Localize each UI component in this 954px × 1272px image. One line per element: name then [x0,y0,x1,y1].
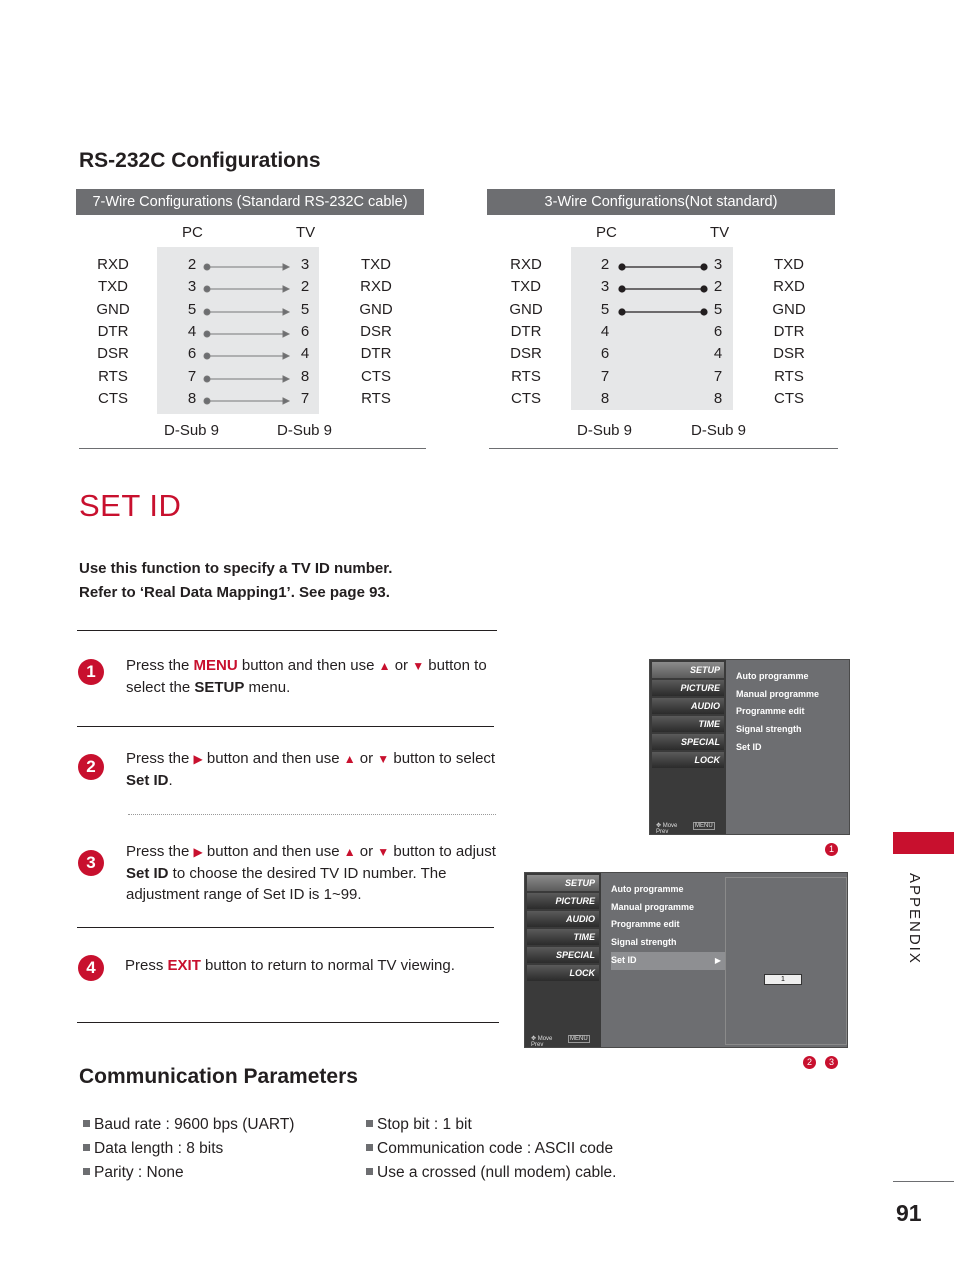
pin-number: 3 [300,256,310,273]
setup-key: SETUP [194,679,245,696]
osd-menu-item[interactable]: Programme edit [611,919,680,930]
osd-menu-item[interactable]: Signal strength [736,724,802,735]
three-wire-col-tv: TV [710,224,730,241]
pin-number: 7 [300,390,310,407]
bullet-icon [366,1120,373,1127]
step-3-badge: 3 [78,850,104,876]
pin-number: 6 [187,345,197,362]
pin-number: 6 [600,345,610,362]
param-item: Communication code : ASCII code [366,1140,613,1158]
osd-menu-list [611,881,725,970]
pin-number: 5 [187,301,197,318]
osd-screen-1 [649,659,850,835]
osd-menu-list [736,668,819,757]
pin-number: 8 [300,368,310,385]
pin-label: TXD [511,278,541,295]
bullet-icon [83,1168,90,1175]
set-id-key: Set ID [126,772,169,789]
three-wire-foot-pc: D-Sub 9 [577,422,633,439]
pin-number: 2 [300,278,310,295]
intro-line-2: Refer to ‘Real Data Mapping1’. See page 93. [79,584,390,601]
pin-number: 4 [187,323,197,340]
set-id-value-box[interactable]: 1 [764,974,802,985]
up-arrow-icon: ▲ [343,845,356,859]
pin-number: 8 [187,390,197,407]
divider [77,630,497,631]
osd-value-panel [725,877,847,1045]
pin-label: RXD [510,256,542,273]
pin-number: 8 [713,390,723,407]
appendix-label: APPENDIX [906,873,923,965]
osd-menu-item-selected[interactable]: Set ID ▶ [611,952,725,970]
move-icon: ✥ [656,823,662,829]
three-wire-lines [571,247,733,410]
param-item: Baud rate : 9600 bps (UART) [83,1116,294,1134]
pin-number: 3 [187,278,197,295]
step-1-badge: 1 [78,659,104,685]
pin-number: 6 [300,323,310,340]
osd-tab-lock[interactable]: LOCK [652,752,724,768]
osd-tab-audio[interactable]: AUDIO [527,911,599,927]
bullet-icon [83,1120,90,1127]
move-icon: ✥ [531,1036,537,1042]
pin-label: DTR [510,323,542,340]
down-arrow-icon: ▼ [377,752,390,766]
pin-number: 5 [300,301,310,318]
pin-label: RTS [98,368,128,385]
osd-menu-item[interactable]: Manual programme [611,901,695,912]
osd-tab-picture[interactable]: PICTURE [527,893,599,909]
pin-number: 4 [600,323,610,340]
right-arrow-icon: ▶ [193,845,203,859]
seven-wire-col-pc: PC [182,224,203,241]
divider [489,448,838,449]
rs232-title: RS-232C Configurations [79,149,321,172]
pin-label: GND [359,301,393,318]
exit-key: EXIT [167,957,201,974]
divider [128,814,496,815]
pin-number: 2 [600,256,610,273]
osd-tab-picture[interactable]: PICTURE [652,680,724,696]
divider [77,726,494,727]
pin-number: 4 [713,345,723,362]
appendix-tab [893,832,954,854]
osd-menu-item[interactable]: Auto programme [736,671,809,681]
osd-sidebar [650,660,726,834]
step-4-badge: 4 [78,955,104,981]
osd-tab-lock[interactable]: LOCK [527,965,599,981]
pin-label: DSR [773,345,805,362]
pin-label: TXD [774,256,804,273]
pin-number: 3 [713,256,723,273]
osd-tab-setup[interactable]: SETUP [527,875,599,891]
intro-line-1: Use this function to specify a TV ID number. [79,560,393,577]
down-arrow-icon: ▼ [412,659,425,673]
seven-wire-col-tv: TV [296,224,316,241]
osd-tab-time[interactable]: TIME [652,716,724,732]
pin-label: DTR [97,323,129,340]
bullet-icon [83,1144,90,1151]
pin-label: DSR [97,345,129,362]
pin-label: GND [96,301,130,318]
three-wire-header: 3-Wire Configurations(Not standard) [487,189,835,215]
divider [77,1022,499,1023]
pin-label: DTR [360,345,392,362]
pin-number: 8 [600,390,610,407]
three-wire-col-pc: PC [596,224,617,241]
divider [893,1181,954,1182]
osd-2-step-badge-b: 3 [825,1056,838,1069]
osd-tab-special[interactable]: SPECIAL [527,947,599,963]
pin-label: RTS [361,390,391,407]
pin-number: 2 [713,278,723,295]
pin-number: 3 [600,278,610,295]
seven-wire-lines [157,247,319,414]
osd-tab-special[interactable]: SPECIAL [652,734,724,750]
osd-tab-time[interactable]: TIME [527,929,599,945]
pin-label: CTS [511,390,541,407]
pin-label: DSR [510,345,542,362]
menu-key-icon: MENU [695,823,713,829]
pin-label: DSR [360,323,392,340]
pin-number: 5 [713,301,723,318]
right-arrow-icon: ▶ [714,955,721,965]
osd-2-step-badge-a: 2 [803,1056,816,1069]
osd-tab-audio[interactable]: AUDIO [652,698,724,714]
up-arrow-icon: ▲ [378,659,391,673]
right-arrow-icon: ▶ [193,752,203,766]
divider [79,448,426,449]
pin-label: CTS [774,390,804,407]
menu-key: MENU [193,657,238,674]
step-3-text: Press the ▶ button and then use ▲ or ▼ button to adjust Set ID to choose the desired TV ID number. The adjustment range of Set ID is 1~99. [126,843,496,903]
divider [77,927,494,928]
seven-wire-header: 7-Wire Configurations (Standard RS-232C cable) [76,189,424,215]
osd-menu-item[interactable]: Set ID [736,741,762,752]
osd-footer: ✥ Move MENU Prev [656,823,713,835]
pin-label: RTS [774,368,804,385]
pin-label: TXD [361,256,391,273]
pin-label: DTR [773,323,805,340]
pin-number: 4 [300,345,310,362]
pin-label: TXD [98,278,128,295]
bullet-icon [366,1144,373,1151]
osd-sidebar [525,873,601,1047]
osd-menu-item[interactable]: Signal strength [611,937,677,948]
pin-label: CTS [361,368,391,385]
pin-label: GND [772,301,806,318]
osd-menu-item[interactable]: Manual programme [736,688,820,699]
comm-title: Communication Parameters [79,1065,358,1088]
pin-number: 5 [600,301,610,318]
page-number: 91 [896,1200,922,1226]
param-item: Stop bit : 1 bit [366,1116,472,1134]
step-1-text: Press the MENU button and then use ▲ or ▼ button to select the SETUP menu. [126,657,487,696]
osd-footer: ✥ Move MENU Prev [531,1036,588,1048]
osd-screen-2 [524,872,848,1048]
pin-number: 2 [187,256,197,273]
step-4-text: Press EXIT button to return to normal TV viewing. [125,957,455,974]
down-arrow-icon: ▼ [377,845,390,859]
osd-menu-item[interactable]: Auto programme [611,884,684,894]
seven-wire-foot-tv: D-Sub 9 [277,422,333,439]
pin-label: RXD [97,256,129,273]
pin-label: CTS [98,390,128,407]
step-2-text: Press the ▶ button and then use ▲ or ▼ button to select Set ID. [126,750,496,789]
pin-label: GND [509,301,543,318]
seven-wire-foot-pc: D-Sub 9 [164,422,220,439]
set-id-key: Set ID [126,865,169,882]
pin-number: 7 [187,368,197,385]
pin-label: RTS [511,368,541,385]
three-wire-foot-tv: D-Sub 9 [691,422,747,439]
pin-number: 7 [600,368,610,385]
pin-number: 7 [713,368,723,385]
param-item: Parity : None [83,1164,184,1182]
step-2-badge: 2 [78,754,104,780]
pin-label: RXD [360,278,392,295]
osd-menu-item[interactable]: Programme edit [736,706,805,717]
osd-1-step-badge: 1 [825,843,838,856]
pin-label: RXD [773,278,805,295]
bullet-icon [366,1168,373,1175]
param-item: Use a crossed (null modem) cable. [366,1164,617,1182]
menu-key-icon: MENU [570,1036,588,1042]
osd-tab-setup[interactable]: SETUP [652,662,724,678]
set-id-title: SET ID [79,488,182,523]
param-item: Data length : 8 bits [83,1140,223,1158]
pin-number: 6 [713,323,723,340]
up-arrow-icon: ▲ [343,752,356,766]
